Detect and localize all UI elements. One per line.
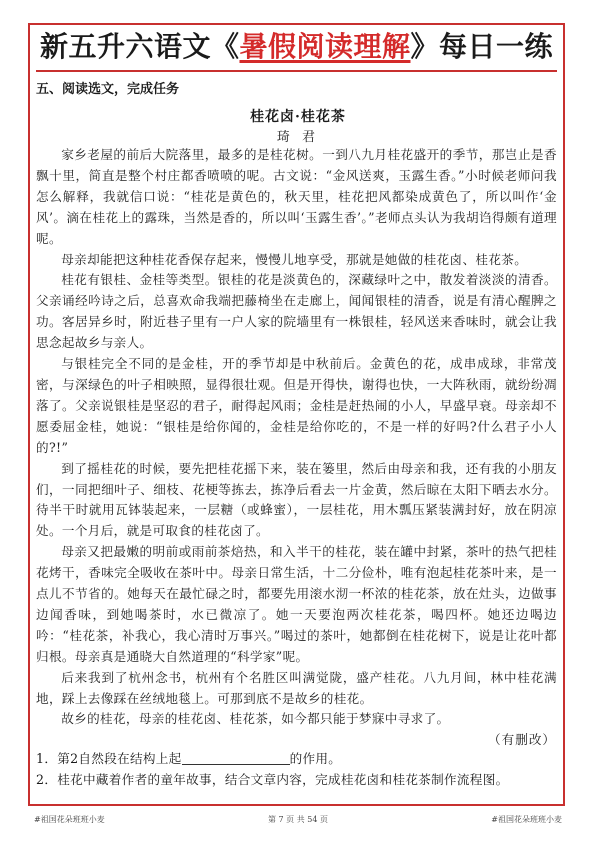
section-title: 五、阅读选文，完成任务 (36, 82, 180, 97)
article-credit: （有删改） (488, 732, 556, 747)
header-suffix: 》每日一练 (410, 30, 554, 63)
paragraph: 母亲又把最嫩的明前或雨前茶焙热，和入半干的桂花，装在罐中封紧，茶叶的热气把桂花烤干，香味完全吸收在茶叶中。母亲日常生活，十二分俭朴，唯有泡起桂花茶叶来，是一点儿不节省的。她每天在最忙碌之时，都要先用滚水沏一杯浓的桂花茶，放在灶头，边做事边闻香味，到她喝茶时，水已微凉了。她一天要泡两次桂花茶，喝四杯。她还边喝边吟：“桂花茶，补我心，我心清时万事兴。”喝过的茶叶，她都倒在桂花树下，说是让花叶都归根。母亲真是通晓大自然道理的“科学家”呢。 (36, 544, 557, 664)
question-1: 1．第2自然段在结构上起 的作用。 (36, 751, 342, 766)
question-2: 2．桂花中藏着作者的童年故事，结合文章内容，完成桂花卤和桂花茶制作流程图。 (36, 772, 509, 787)
footer-right: #祖国花朵班班小麦 (491, 815, 562, 824)
paragraph: 与银桂完全不同的是金桂，开的季节却是中秋前后。金黄色的花，成串成球，非常茂密，与深绿色的叶子相映照，显得很壮观。但是开得快，谢得也快，一大阵秋雨，就纷纷凋落了。父亲说银桂是坚忍的君子，耐得起风雨；金桂是赶热闹的小人，早盛早衰。母亲却不愿委屈金桂，她说：“银桂是给你闻的，金桂是给你吃的，不是一样的好吗?什么君子小人的?!” (36, 356, 557, 455)
paragraph: 家乡老屋的前后大院落里，最多的是桂花树。一到八九月桂花盛开的季节，那岂止是香飘十里，简直是整个村庄都香喷喷的呢。古文说：“金风送爽，玉露生香。”小时候老师问我怎么解释，我就信口说：“桂花是黄色的，秋天里，桂花把风都染成黄色了，所以叫作‘金风’。滴在桂花上的露珠，当然是香的，所以叫‘玉露生香’。”老师点头认为我胡诌得颇有道理呢。 (36, 147, 557, 246)
answer-blank[interactable] (182, 751, 290, 765)
header-prefix: 新五升六语文《 (39, 30, 240, 63)
header-divider (36, 70, 557, 72)
article-title: 桂花卤·桂花茶 (250, 109, 346, 125)
paragraph: 后来我到了杭州念书，杭州有个名胜区叫满觉陇，盛产桂花。八九月间，林中桂花满地，踩上去像踩在丝绒地毯上。可那到底不是故乡的桂花。 (36, 669, 557, 706)
footer-page-number: 第 7 页 共 54 页 (268, 815, 328, 824)
header-highlight: 暑假阅读理解 (239, 30, 411, 63)
paragraph: 母亲却能把这种桂花香保存起来，慢慢儿地享受，那就是她做的桂花卤、桂花茶。 (61, 251, 528, 267)
paragraph: 故乡的桂花，母亲的桂花卤、桂花茶，如今都只能于梦寐中寻求了。 (61, 711, 450, 727)
article-body (36, 145, 557, 730)
article-author: 琦 君 (276, 130, 320, 145)
paragraph: 到了摇桂花的时候，要先把桂花摇下来，装在篓里，然后由母亲和我，还有我的小朋友们，一同把细叶子、细枝、花梗等拣去，拣净后看去一片金黄，然后晾在太阳下晒去水分。待半干时就用瓦钵装起来，一层糖（或蜂蜜），一层桂花，用木瓢压紧装满封好，放在阴凉处。一个月后，就是可取食的桂花卤了。 (36, 460, 557, 539)
questions (36, 748, 561, 790)
page-header (28, 27, 565, 67)
paragraph: 桂花有银桂、金桂等类型。银桂的花是淡黄色的，深藏绿叶之中，散发着淡淡的清香。父亲诵经吟诗之后，总喜欢命我端把藤椅坐在走廊上，闻闻银桂的清香，说是有清心醒脾之功。客居异乡时，附近巷子里有一户人家的院墙里有一株银桂，轻风送来香味时，就会让我思念起故乡与亲人。 (36, 272, 557, 351)
footer-left: #祖国花朵班班小麦 (34, 815, 105, 824)
